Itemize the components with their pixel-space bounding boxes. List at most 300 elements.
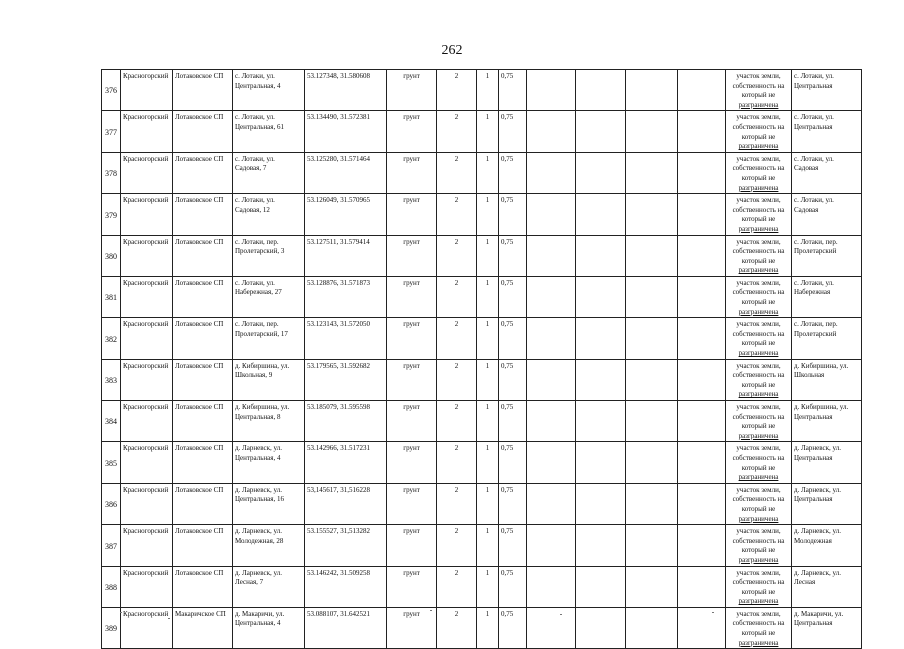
- scan-mark: [560, 614, 562, 615]
- settlement-cell: Лотаковское СП: [173, 276, 233, 317]
- coordinates-cell: 53.128876, 31.571873: [305, 276, 387, 317]
- row-number: 377: [102, 111, 121, 152]
- table-row: [102, 483, 862, 524]
- coordinates-cell: 53.185079, 31.595598: [305, 401, 387, 442]
- address-cell: [233, 276, 305, 317]
- scan-mark: [712, 612, 714, 613]
- settlement-cell: Лотаковское СП: [173, 525, 233, 566]
- table-row: [102, 152, 862, 193]
- address-line: д. Кибиршина, ул.: [235, 403, 290, 411]
- empty-cell: [678, 442, 726, 483]
- empty-cell: [678, 401, 726, 442]
- coordinates-cell: 53.142966, 31.517231: [305, 442, 387, 483]
- count-a-cell: 2: [437, 152, 477, 193]
- count-a-cell: 2: [437, 525, 477, 566]
- place-cell: [792, 401, 862, 442]
- ownership-line: собственность на: [732, 122, 785, 131]
- empty-cell: [678, 566, 726, 607]
- place-cell: [792, 483, 862, 524]
- area-cell: 0,75: [499, 318, 527, 359]
- address-line: Центральная, 4: [235, 81, 281, 90]
- area-cell: 0,75: [499, 111, 527, 152]
- empty-cell: [626, 442, 678, 483]
- empty-cell: [678, 111, 726, 152]
- place-line: д. Кибиршина, ул.: [794, 403, 849, 411]
- empty-cell: [626, 111, 678, 152]
- empty-cell: [678, 607, 726, 648]
- ownership-line: который не: [741, 256, 776, 265]
- count-a-cell: 2: [437, 442, 477, 483]
- ownership-line: собственность на: [732, 205, 785, 214]
- ownership-cell: [726, 359, 792, 400]
- ownership-line: собственность на: [732, 164, 785, 173]
- ownership-cell: [726, 276, 792, 317]
- district-cell: Красногорский: [121, 442, 173, 483]
- place-line: с. Лотаки, пер.: [794, 320, 838, 329]
- place-line: с. Лотаки, ул.: [794, 113, 834, 122]
- area-cell: 0,75: [499, 70, 527, 111]
- settlement-cell: Лотаковское СП: [173, 483, 233, 524]
- address-cell: [233, 111, 305, 152]
- count-b-cell: 1: [477, 359, 499, 400]
- ownership-line: собственность на: [732, 453, 785, 462]
- place-line: д. Кибиршина, ул.: [794, 361, 849, 370]
- count-a-cell: 2: [437, 318, 477, 359]
- ownership-cell: [726, 318, 792, 359]
- empty-cell: [678, 359, 726, 400]
- ownership-line: участок земли,: [736, 609, 781, 618]
- ownership-line: участок земли,: [736, 196, 781, 205]
- ownership-line: разграничена: [738, 266, 779, 275]
- count-a-cell: 2: [437, 607, 477, 648]
- ownership-line: собственность на: [732, 329, 785, 338]
- area-cell: 0,75: [499, 483, 527, 524]
- empty-cell: [678, 194, 726, 235]
- place-line: Центральная: [794, 495, 833, 504]
- ownership-line: участок земли,: [736, 113, 781, 122]
- address-line: с. Лотаки, ул.: [235, 196, 275, 205]
- address-cell: [233, 194, 305, 235]
- empty-cell: [576, 318, 626, 359]
- address-cell: [233, 235, 305, 276]
- count-b-cell: 1: [477, 607, 499, 648]
- count-b-cell: 1: [477, 318, 499, 359]
- address-cell: [233, 152, 305, 193]
- settlement-cell: Лотаковское СП: [173, 359, 233, 400]
- district-cell: Красногорский: [121, 276, 173, 317]
- table-row: [102, 566, 862, 607]
- area-cell: 0,75: [499, 442, 527, 483]
- address-line: Пролетарский, 17: [235, 329, 288, 338]
- place-line: д. Ларневск, ул.: [794, 485, 841, 494]
- address-line: Садовая, 7: [235, 164, 267, 173]
- coordinates-cell: 53.127511, 31.579414: [305, 235, 387, 276]
- coordinates-cell: 53.146242, 31.509258: [305, 566, 387, 607]
- place-line: Центральная: [794, 453, 833, 462]
- row-number: 380: [102, 235, 121, 276]
- count-a-cell: 2: [437, 70, 477, 111]
- ownership-line: разграничена: [738, 183, 779, 192]
- surface-cell: грунт: [387, 401, 437, 442]
- surface-cell: грунт: [387, 483, 437, 524]
- place-line: д. Макаричи, ул.: [794, 609, 844, 618]
- area-cell: 0,75: [499, 359, 527, 400]
- registry-body: [102, 70, 862, 649]
- ownership-line: который не: [741, 587, 776, 596]
- empty-cell: [626, 70, 678, 111]
- empty-cell: [527, 359, 576, 400]
- table-row: [102, 318, 862, 359]
- district-cell: Красногорский: [121, 483, 173, 524]
- settlement-cell: Лотаковское СП: [173, 152, 233, 193]
- count-a-cell: 2: [437, 111, 477, 152]
- empty-cell: [626, 276, 678, 317]
- place-line: Лесная: [794, 578, 816, 587]
- empty-cell: [527, 442, 576, 483]
- surface-cell: грунт: [387, 235, 437, 276]
- area-cell: 0,75: [499, 401, 527, 442]
- empty-cell: [527, 194, 576, 235]
- surface-cell: грунт: [387, 70, 437, 111]
- address-line: Лесная, 7: [235, 578, 264, 587]
- place-line: Садовая: [794, 164, 819, 173]
- coordinates-cell: 53.155527, 31,513282: [305, 525, 387, 566]
- place-line: Набережная: [794, 288, 831, 297]
- row-number: 385: [102, 442, 121, 483]
- place-cell: [792, 607, 862, 648]
- address-line: д. Кибиршина, ул.: [235, 361, 290, 370]
- ownership-line: участок земли,: [736, 361, 781, 370]
- count-a-cell: 2: [437, 483, 477, 524]
- count-b-cell: 1: [477, 111, 499, 152]
- surface-cell: грунт: [387, 111, 437, 152]
- area-cell: 0,75: [499, 607, 527, 648]
- table-row: [102, 607, 862, 648]
- empty-cell: [626, 359, 678, 400]
- ownership-line: участок земли,: [736, 154, 781, 163]
- ownership-line: участок земли,: [736, 403, 781, 411]
- place-line: д. Ларневск, ул.: [794, 444, 841, 453]
- ownership-line: собственность на: [732, 495, 785, 504]
- surface-cell: грунт: [387, 442, 437, 483]
- ownership-cell: [726, 566, 792, 607]
- surface-cell: грунт: [387, 359, 437, 400]
- coordinates-cell: 53.125280, 31.571464: [305, 152, 387, 193]
- empty-cell: [678, 276, 726, 317]
- settlement-cell: Лотаковское СП: [173, 194, 233, 235]
- empty-cell: [527, 152, 576, 193]
- place-line: с. Лотаки, ул.: [794, 72, 834, 80]
- surface-cell: грунт: [387, 152, 437, 193]
- empty-cell: [626, 318, 678, 359]
- place-cell: [792, 70, 862, 111]
- empty-cell: [576, 566, 626, 607]
- district-cell: Красногорский: [121, 70, 173, 111]
- place-line: Пролетарский: [794, 247, 837, 256]
- ownership-line: собственность на: [732, 619, 785, 628]
- ownership-line: собственность на: [732, 412, 785, 421]
- place-cell: [792, 276, 862, 317]
- address-line: с. Лотаки, ул.: [235, 278, 275, 287]
- row-number: 384: [102, 401, 121, 442]
- address-line: д. Макаричи, ул.: [235, 609, 285, 618]
- address-cell: [233, 566, 305, 607]
- empty-cell: [626, 152, 678, 193]
- district-cell: Красногорский: [121, 401, 173, 442]
- row-number: 379: [102, 194, 121, 235]
- ownership-line: разграничена: [738, 142, 779, 151]
- empty-cell: [576, 235, 626, 276]
- empty-cell: [576, 607, 626, 648]
- place-line: Центральная: [794, 412, 833, 421]
- row-number: 376: [102, 70, 121, 111]
- count-a-cell: 2: [437, 235, 477, 276]
- ownership-line: участок земли,: [736, 485, 781, 494]
- count-b-cell: 1: [477, 525, 499, 566]
- address-cell: [233, 607, 305, 648]
- address-cell: [233, 442, 305, 483]
- count-b-cell: 1: [477, 483, 499, 524]
- address-line: Молодежная, 28: [235, 536, 284, 545]
- count-a-cell: 2: [437, 276, 477, 317]
- table-row: [102, 442, 862, 483]
- settlement-cell: Лотаковское СП: [173, 70, 233, 111]
- row-number: 389: [102, 607, 121, 648]
- place-cell: [792, 359, 862, 400]
- table-row: [102, 194, 862, 235]
- area-cell: 0,75: [499, 194, 527, 235]
- row-number: 383: [102, 359, 121, 400]
- area-cell: 0,75: [499, 525, 527, 566]
- district-cell: Красногорский: [121, 525, 173, 566]
- address-line: Центральная, 8: [235, 412, 281, 421]
- area-cell: 0,75: [499, 152, 527, 193]
- table-row: [102, 525, 862, 566]
- ownership-line: участок земли,: [736, 278, 781, 287]
- table-row: [102, 70, 862, 111]
- row-number: 382: [102, 318, 121, 359]
- table-row: [102, 235, 862, 276]
- ownership-line: разграничена: [738, 638, 779, 647]
- address-cell: [233, 401, 305, 442]
- district-cell: Красногорский: [121, 235, 173, 276]
- row-number: 386: [102, 483, 121, 524]
- ownership-line: участок земли,: [736, 444, 781, 453]
- surface-cell: грунт: [387, 194, 437, 235]
- row-number: 388: [102, 566, 121, 607]
- count-b-cell: 1: [477, 401, 499, 442]
- empty-cell: [527, 276, 576, 317]
- surface-cell: грунт: [387, 525, 437, 566]
- address-line: Пролетарский, 3: [235, 247, 285, 256]
- address-line: Центральная, 4: [235, 453, 281, 462]
- ownership-cell: [726, 607, 792, 648]
- coordinates-cell: 53.134490, 31.572381: [305, 111, 387, 152]
- count-b-cell: 1: [477, 566, 499, 607]
- count-a-cell: 2: [437, 194, 477, 235]
- ownership-line: собственность на: [732, 536, 785, 545]
- ownership-line: разграничена: [738, 100, 779, 109]
- ownership-cell: [726, 194, 792, 235]
- count-b-cell: 1: [477, 152, 499, 193]
- place-line: с. Лотаки, ул.: [794, 196, 834, 205]
- empty-cell: [576, 70, 626, 111]
- settlement-cell: Лотаковское СП: [173, 318, 233, 359]
- address-line: с. Лотаки, ул.: [235, 113, 275, 122]
- district-cell: Красногорский: [121, 318, 173, 359]
- place-line: с. Лотаки, ул.: [794, 154, 834, 163]
- ownership-line: который не: [741, 422, 776, 431]
- empty-cell: [527, 318, 576, 359]
- empty-cell: [527, 235, 576, 276]
- ownership-line: собственность на: [732, 247, 785, 256]
- ownership-cell: [726, 401, 792, 442]
- ownership-line: собственность на: [732, 288, 785, 297]
- empty-cell: [678, 318, 726, 359]
- place-line: с. Лотаки, ул.: [794, 278, 834, 287]
- empty-cell: [527, 607, 576, 648]
- place-line: д. Ларневск, ул.: [794, 568, 841, 577]
- ownership-cell: [726, 483, 792, 524]
- count-b-cell: 1: [477, 235, 499, 276]
- ownership-line: который не: [741, 380, 776, 389]
- district-cell: Красногорский: [121, 607, 173, 648]
- surface-cell: грунт: [387, 318, 437, 359]
- district-cell: Красногорский: [121, 152, 173, 193]
- place-cell: [792, 318, 862, 359]
- ownership-line: который не: [741, 463, 776, 472]
- district-cell: Красногорский: [121, 111, 173, 152]
- count-a-cell: 2: [437, 566, 477, 607]
- empty-cell: [527, 70, 576, 111]
- coordinates-cell: 53.088107, 31.642521: [305, 607, 387, 648]
- coordinates-cell: 53.127348, 31.580608: [305, 70, 387, 111]
- empty-cell: [626, 194, 678, 235]
- address-line: с. Лотаки, пер.: [235, 320, 279, 329]
- ownership-cell: [726, 525, 792, 566]
- place-cell: [792, 525, 862, 566]
- ownership-line: участок земли,: [736, 72, 781, 80]
- count-b-cell: 1: [477, 70, 499, 111]
- settlement-cell: Лотаковское СП: [173, 566, 233, 607]
- empty-cell: [527, 483, 576, 524]
- table-row: [102, 401, 862, 442]
- empty-cell: [576, 111, 626, 152]
- empty-cell: [576, 194, 626, 235]
- scan-mark: [430, 610, 432, 611]
- area-cell: 0,75: [499, 276, 527, 317]
- address-line: д. Ларневск, ул.: [235, 527, 282, 536]
- count-a-cell: 2: [437, 401, 477, 442]
- count-b-cell: 1: [477, 442, 499, 483]
- ownership-line: который не: [741, 504, 776, 513]
- surface-cell: грунт: [387, 566, 437, 607]
- ownership-line: который не: [741, 546, 776, 555]
- place-line: Школьная: [794, 371, 825, 380]
- place-cell: [792, 194, 862, 235]
- settlement-cell: Лотаковское СП: [173, 401, 233, 442]
- settlement-cell: Макаричское СП: [173, 607, 233, 648]
- empty-cell: [626, 566, 678, 607]
- empty-cell: [527, 401, 576, 442]
- ownership-line: разграничена: [738, 431, 779, 440]
- address-line: Центральная, 16: [235, 495, 284, 504]
- ownership-line: который не: [741, 91, 776, 100]
- count-b-cell: 1: [477, 194, 499, 235]
- ownership-line: собственность на: [732, 81, 785, 90]
- place-cell: [792, 111, 862, 152]
- ownership-cell: [726, 111, 792, 152]
- ownership-line: разграничена: [738, 390, 779, 399]
- empty-cell: [576, 483, 626, 524]
- settlement-cell: Лотаковское СП: [173, 235, 233, 276]
- scan-mark: [168, 618, 170, 619]
- address-line: Центральная, 61: [235, 122, 284, 131]
- empty-cell: [576, 442, 626, 483]
- row-number: 387: [102, 525, 121, 566]
- surface-cell: грунт: [387, 276, 437, 317]
- address-cell: [233, 318, 305, 359]
- registry-table: [101, 69, 862, 649]
- place-cell: [792, 442, 862, 483]
- address-line: д. Ларневск, ул.: [235, 444, 282, 453]
- ownership-cell: [726, 235, 792, 276]
- place-line: Центральная: [794, 122, 833, 131]
- ownership-line: собственность на: [732, 578, 785, 587]
- surface-cell: грунт: [387, 607, 437, 648]
- coordinates-cell: 53.179565, 31.592682: [305, 359, 387, 400]
- place-cell: [792, 235, 862, 276]
- count-a-cell: 2: [437, 359, 477, 400]
- empty-cell: [576, 152, 626, 193]
- empty-cell: [527, 525, 576, 566]
- district-cell: Красногорский: [121, 359, 173, 400]
- ownership-line: участок земли,: [736, 237, 781, 246]
- area-cell: 0,75: [499, 566, 527, 607]
- address-line: с. Лотаки, ул.: [235, 72, 275, 80]
- empty-cell: [626, 401, 678, 442]
- address-line: Набережная, 27: [235, 288, 282, 297]
- place-line: Центральная: [794, 81, 833, 90]
- place-line: д. Ларневск, ул.: [794, 527, 841, 536]
- count-b-cell: 1: [477, 276, 499, 317]
- address-cell: [233, 70, 305, 111]
- address-cell: [233, 359, 305, 400]
- address-line: Школьная, 9: [235, 371, 273, 380]
- settlement-cell: Лотаковское СП: [173, 442, 233, 483]
- ownership-line: который не: [741, 298, 776, 307]
- ownership-line: который не: [741, 215, 776, 224]
- table-row: [102, 111, 862, 152]
- address-cell: [233, 483, 305, 524]
- ownership-cell: [726, 152, 792, 193]
- empty-cell: [678, 152, 726, 193]
- place-line: с. Лотаки, пер.: [794, 237, 838, 246]
- coordinates-cell: 53,145617, 31,516228: [305, 483, 387, 524]
- place-line: Центральная: [794, 619, 833, 628]
- ownership-line: разграничена: [738, 514, 779, 523]
- district-cell: Красногорский: [121, 194, 173, 235]
- empty-cell: [576, 276, 626, 317]
- district-cell: Красногорский: [121, 566, 173, 607]
- address-cell: [233, 525, 305, 566]
- settlement-cell: Лотаковское СП: [173, 111, 233, 152]
- empty-cell: [527, 111, 576, 152]
- ownership-cell: [726, 70, 792, 111]
- scan-mark: [120, 612, 122, 613]
- area-cell: 0,75: [499, 235, 527, 276]
- ownership-line: который не: [741, 339, 776, 348]
